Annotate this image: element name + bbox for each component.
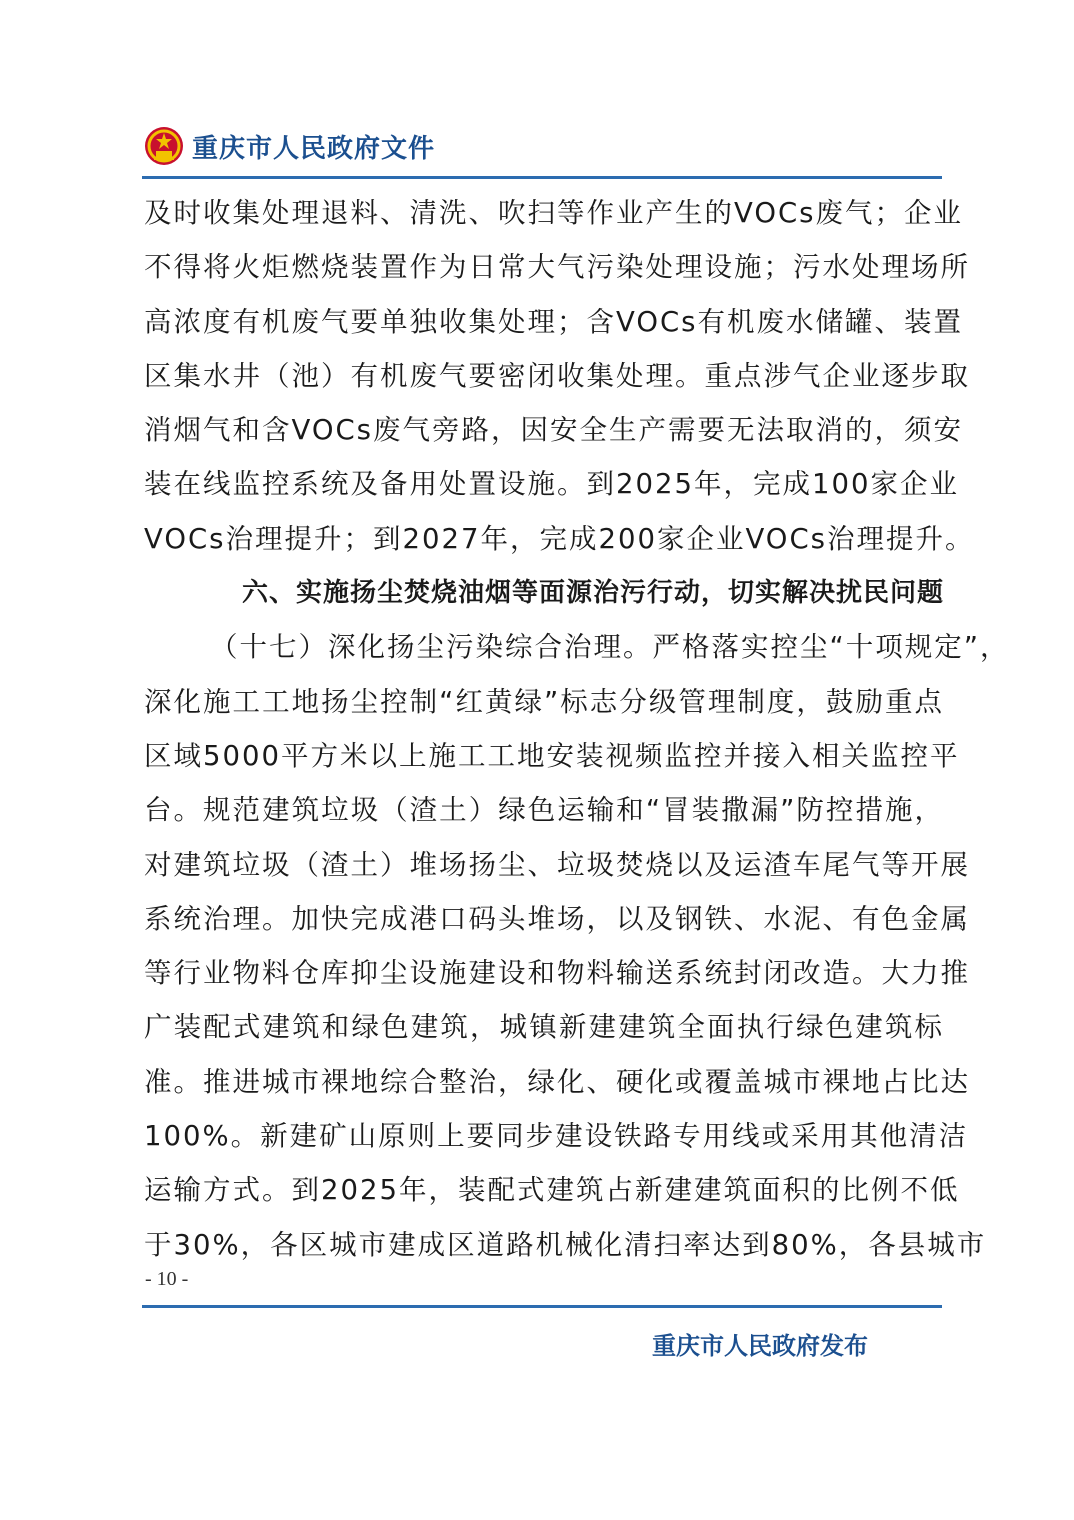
body-line: 对建筑垃圾（渣土）堆场扬尘、垃圾焚烧以及运渣车尾气等开展 <box>144 848 970 881</box>
body-line: 区集水井（池）有机废气要密闭收集处理。重点涉气企业逐步取 <box>144 359 970 392</box>
body-line: 等行业物料仓库抑尘设施建设和物料输送系统封闭改造。大力推 <box>144 957 970 990</box>
body-line: 消烟气和含VOCs废气旁路，因安全生产需要无法取消的，须安 <box>144 414 964 447</box>
body-line: 深化施工工地扬尘控制“红黄绿”标志分级管理制度，鼓励重点 <box>144 685 944 718</box>
body-line: 及时收集处理退料、清洗、吹扫等作业产生的VOCs废气；企业 <box>144 197 964 229</box>
body-line: 台。规范建筑垃圾（渣土）绿色运输和“冒装撒漏”防控措施， <box>144 794 944 827</box>
body-line: 运输方式。到2025年，装配式建筑占新建建筑面积的比例不低 <box>144 1174 960 1207</box>
document-body <box>144 186 1010 1272</box>
body-line: 100%。新建矿山原则上要同步建设铁路专用线或采用其他清洁 <box>144 1120 969 1153</box>
body-line: 不得将火炬燃烧装置作为日常大气污染处理设施；污水处理场所 <box>144 251 970 284</box>
footer-publisher: 重庆市人民政府发布 <box>652 1332 868 1360</box>
body-line: VOCs治理提升；到2027年，完成200家企业VOCs治理提升。 <box>144 522 975 555</box>
section-heading: 六、实施扬尘焚烧油烟等面源治污行动，切实解决扰民问题 <box>241 578 944 609</box>
page-number: - 10 - <box>145 1268 189 1290</box>
body-line: 于30%，各区城市建成区道路机械化清扫率达到80%，各县城市 <box>144 1228 987 1261</box>
body-line: 准。推进城市裸地综合整治，绿化、硬化或覆盖城市裸地占比达 <box>144 1065 970 1098</box>
body-line: 装在线监控系统及备用处置设施。到2025年，完成100家企业 <box>144 468 959 501</box>
body-line: 高浓度有机废气要单独收集处理；含VOCs有机废水储罐、装置 <box>144 305 964 338</box>
header-title: 重庆市人民政府文件 <box>192 133 436 164</box>
body-line: 广装配式建筑和绿色建筑，城镇新建建筑全面执行绿色建筑标 <box>144 1011 944 1044</box>
footer-rule <box>142 1305 942 1308</box>
body-line: （十七）深化扬尘污染综合治理。严格落实控尘“十项规定”， <box>210 631 1010 664</box>
body-line: 区域5000平方米以上施工工地安装视频监控并接入相关监控平 <box>144 739 960 772</box>
body-line: 系统治理。加快完成港口码头堆场，以及钢铁、水泥、有色金属 <box>144 902 970 935</box>
national-emblem-icon <box>144 126 184 166</box>
header-rule <box>142 176 942 179</box>
document-header <box>144 118 435 174</box>
